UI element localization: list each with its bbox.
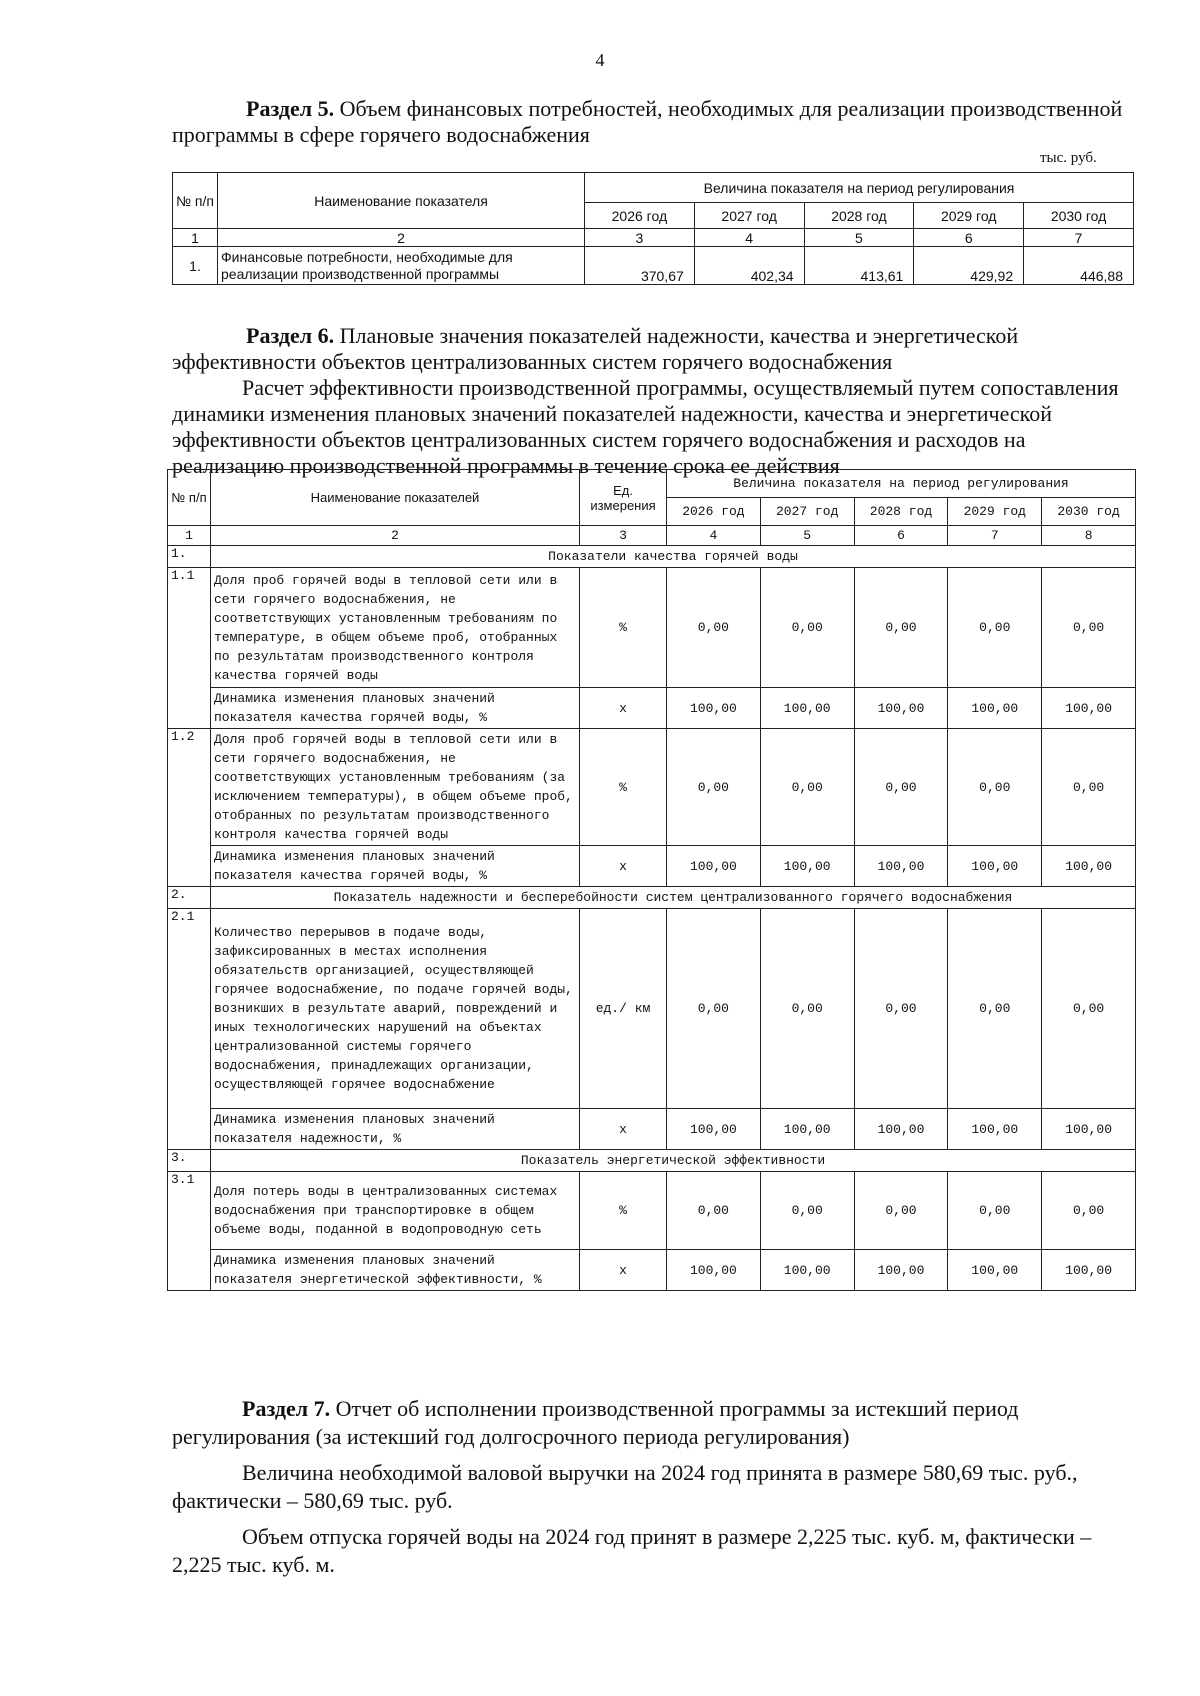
column-number: 4: [667, 526, 761, 546]
section7-paragraph: Объем отпуска горячей воды на 2024 год принят в размере 2,225 тыс. куб. м, фактически – 2,225 тыс. куб. м.: [172, 1524, 1092, 1577]
item-unit: %: [580, 568, 667, 688]
value-cell: 0,00: [1042, 909, 1136, 1109]
value-cell: 402,34: [694, 247, 804, 285]
value-cell: 0,00: [1042, 729, 1136, 846]
value-cell: 0,00: [948, 568, 1042, 688]
value-cell: 0,00: [1042, 1172, 1136, 1250]
value-cell: 0,00: [760, 1172, 854, 1250]
group-title: Показатель энергетической эффективности: [211, 1150, 1136, 1172]
year-header: 2026 год: [667, 498, 761, 526]
year-header: 2027 год: [694, 203, 804, 229]
table-row: [168, 846, 1136, 887]
value-cell: 100,00: [1042, 688, 1136, 729]
value-cell: 0,00: [667, 1172, 761, 1250]
table-row: [168, 1172, 1136, 1250]
value-cell: 100,00: [667, 1109, 761, 1150]
row-name: Финансовые потребности, необходимые для реализации производственной программы: [218, 247, 585, 285]
column-number: 6: [914, 229, 1024, 247]
header-unit: Ед. измерения: [580, 470, 667, 526]
value-cell: 100,00: [760, 1109, 854, 1150]
value-cell: 100,00: [948, 688, 1042, 729]
year-header: 2030 год: [1024, 203, 1134, 229]
item-num: 3.1: [168, 1172, 211, 1291]
item-unit: ед./ км: [580, 909, 667, 1109]
section7-title-text: Отчет об исполнении производственной программы за истекший период регулирования (за истекший год долгосрочного периода регулирования): [172, 1396, 1019, 1449]
group-num: 3.: [168, 1150, 211, 1172]
group-num: 2.: [168, 887, 211, 909]
item-num: 1.2: [168, 729, 211, 887]
dynamic-name: Динамика изменения плановых значений показателя надежности, %: [211, 1109, 580, 1150]
section7-title: [172, 1395, 1134, 1451]
value-cell: 0,00: [667, 909, 761, 1109]
value-cell: 0,00: [760, 729, 854, 846]
column-number: 5: [760, 526, 854, 546]
value-cell: 0,00: [854, 729, 948, 846]
column-number: 1: [173, 229, 218, 247]
table-row: [168, 568, 1136, 688]
value-cell: 100,00: [1042, 846, 1136, 887]
section5-title: [172, 96, 1134, 148]
dynamic-unit: х: [580, 1109, 667, 1150]
year-header: 2028 год: [854, 498, 948, 526]
group-row: [168, 546, 1136, 568]
column-number: 6: [854, 526, 948, 546]
section5-title-bold: Раздел 5.: [246, 96, 335, 121]
table-row: [168, 1109, 1136, 1150]
section5-title-text: Объем финансовых потребностей, необходимых для реализации производственной программы в сфере горячего водоснабжения: [172, 96, 1123, 147]
value-cell: 0,00: [667, 729, 761, 846]
dynamic-unit: х: [580, 846, 667, 887]
group-row: [168, 887, 1136, 909]
group-title: Показатель надежности и бесперебойности систем централизованного горячего водоснабжения: [211, 887, 1136, 909]
header-period: Величина показателя на период регулирования: [585, 173, 1134, 203]
column-number: 3: [580, 526, 667, 546]
value-cell: 100,00: [948, 1250, 1042, 1291]
value-cell: 0,00: [1042, 568, 1136, 688]
item-name: Доля потерь воды в централизованных системах водоснабжения при транспортировке в общем объеме воды, поданной в водопроводную сеть: [211, 1172, 580, 1250]
table-row: [168, 729, 1136, 846]
value-cell: 100,00: [667, 688, 761, 729]
value-cell: 0,00: [667, 568, 761, 688]
value-cell: 100,00: [854, 1109, 948, 1150]
table-row: [173, 247, 1134, 285]
year-header: 2030 год: [1042, 498, 1136, 526]
section6-title-bold: Раздел 6.: [246, 323, 335, 348]
value-cell: 100,00: [667, 1250, 761, 1291]
financial-needs-table: [172, 172, 1134, 285]
row-num: 1.: [173, 247, 218, 285]
year-header: 2027 год: [760, 498, 854, 526]
value-cell: 370,67: [585, 247, 695, 285]
section7-title-bold: Раздел 7.: [242, 1396, 331, 1421]
column-number: 7: [1024, 229, 1134, 247]
dynamic-unit: х: [580, 688, 667, 729]
group-num: 1.: [168, 546, 211, 568]
value-cell: 100,00: [760, 688, 854, 729]
header-name: Наименование показателя: [218, 173, 585, 229]
value-cell: 100,00: [854, 1250, 948, 1291]
section6-title-text: Плановые значения показателей надежности, качества и энергетической эффективности объектов централизованных систем горячего водоснабжения: [172, 323, 1019, 374]
column-number: 1: [168, 526, 211, 546]
value-cell: 0,00: [760, 909, 854, 1109]
item-name: Доля проб горячей воды в тепловой сети или в сети горячего водоснабжения, не соответствующих установленным требованиям (за исключением температуры), в общем объеме проб, отобранных по результатам производственного контроля качества горячей воды: [211, 729, 580, 846]
item-name: Доля проб горячей воды в тепловой сети или в сети горячего водоснабжения, не соответствующих установленным требованиям по температуре, в общем объеме проб, отобранных по результатам производственного контроля качества горячей воды: [211, 568, 580, 688]
value-cell: 446,88: [1024, 247, 1134, 285]
dynamic-name: Динамика изменения плановых значений показателя качества горячей воды, %: [211, 688, 580, 729]
dynamic-unit: х: [580, 1250, 667, 1291]
item-num: 2.1: [168, 909, 211, 1150]
value-cell: 100,00: [854, 688, 948, 729]
year-header: 2029 год: [948, 498, 1042, 526]
year-header: 2029 год: [914, 203, 1024, 229]
page-number: 4: [595, 50, 605, 70]
value-cell: 100,00: [948, 1109, 1042, 1150]
value-cell: 100,00: [1042, 1250, 1136, 1291]
table-row: [168, 909, 1136, 1109]
column-number: 4: [694, 229, 804, 247]
item-name: Количество перерывов в подаче воды, зафиксированных в местах исполнения обязательств организацией, осуществляющей горячее водоснабжение, по подаче горячей воды, возникших в результате аварий, повреждений и иных технологических нарушений на объектах централизованной системы горячего водоснабжения, принадлежащих организации, осуществляющей горячее водоснабжение: [211, 909, 580, 1109]
dynamic-name: Динамика изменения плановых значений показателя энергетической эффективности, %: [211, 1250, 580, 1291]
value-cell: 413,61: [804, 247, 914, 285]
column-number: 7: [948, 526, 1042, 546]
value-cell: 100,00: [1042, 1109, 1136, 1150]
section7: [172, 1395, 1134, 1579]
item-unit: %: [580, 729, 667, 846]
value-cell: 0,00: [948, 1172, 1042, 1250]
units-label: тыс. руб.: [1040, 150, 1097, 166]
group-row: [168, 1150, 1136, 1172]
header-period: Величина показателя на период регулирования: [667, 470, 1136, 498]
section7-paragraph: Величина необходимой валовой выручки на 2024 год принята в размере 580,69 тыс. руб., фактически – 580,69 тыс. руб.: [172, 1460, 1078, 1513]
item-num: 1.1: [168, 568, 211, 729]
value-cell: 100,00: [948, 846, 1042, 887]
section6-body-text: Расчет эффективности производственной программы, осуществляемый путем сопоставления динамики изменения плановых значений показателей надежности, качества и энергетической эффективности объектов централизованных систем горячего водоснабжения и расходов на реализацию производственной программы в течение срока ее действия: [172, 375, 1119, 478]
column-number: 8: [1042, 526, 1136, 546]
column-number: 3: [585, 229, 695, 247]
section6-body: [172, 375, 1134, 479]
year-header: 2028 год: [804, 203, 914, 229]
section6-title: [172, 323, 1134, 375]
value-cell: 100,00: [667, 846, 761, 887]
group-title: Показатели качества горячей воды: [211, 546, 1136, 568]
year-header: 2026 год: [585, 203, 695, 229]
value-cell: 0,00: [948, 729, 1042, 846]
header-num: № п/п: [173, 173, 218, 229]
value-cell: 0,00: [854, 909, 948, 1109]
item-unit: %: [580, 1172, 667, 1250]
value-cell: 0,00: [948, 909, 1042, 1109]
header-name: Наименование показателей: [211, 470, 580, 526]
value-cell: 0,00: [760, 568, 854, 688]
table-row: [168, 1250, 1136, 1291]
value-cell: 0,00: [854, 1172, 948, 1250]
value-cell: 100,00: [854, 846, 948, 887]
value-cell: 100,00: [760, 846, 854, 887]
indicators-table: [167, 469, 1136, 1291]
column-number: 2: [211, 526, 580, 546]
value-cell: 0,00: [854, 568, 948, 688]
column-number: 2: [218, 229, 585, 247]
header-num: № п/п: [168, 470, 211, 526]
value-cell: 100,00: [760, 1250, 854, 1291]
value-cell: 429,92: [914, 247, 1024, 285]
dynamic-name: Динамика изменения плановых значений показателя качества горячей воды, %: [211, 846, 580, 887]
table-row: [168, 688, 1136, 729]
column-number: 5: [804, 229, 914, 247]
